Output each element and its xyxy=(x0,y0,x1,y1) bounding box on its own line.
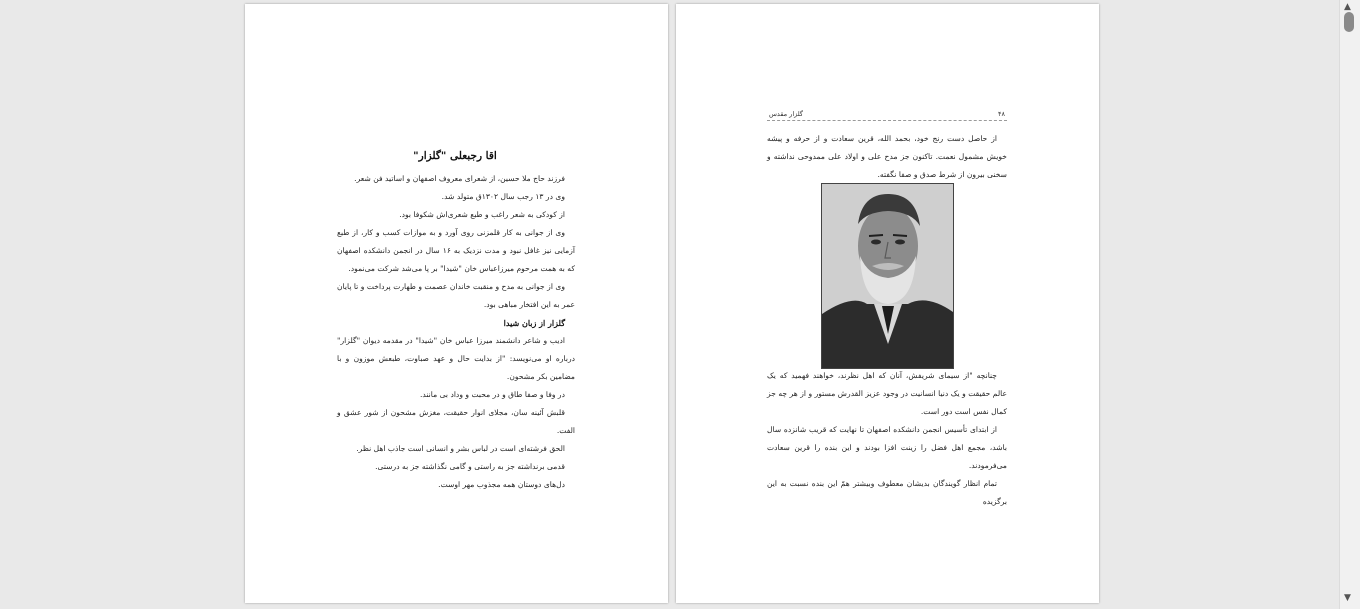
paragraph: چنانچه "از سیمای شریفش، آنان که اهل نظرند، خواهند فهمید که یک عالم حقیقت و یک دنیا انسانیت در وجود عزیز القدرش مستور و از هر چه جز کمال نفس است دور است. xyxy=(767,371,1007,416)
left-text-block xyxy=(337,170,575,494)
paragraph: تمام انظار گویندگان بدیشان معطوف وبیشتر هم‌ّ این بنده نسبت به این برگزیده xyxy=(767,479,1007,506)
paragraph: وی در ۱۳ رجب سال ۱۳۰۲ق متولد شد. xyxy=(441,192,565,201)
poet-title: اقا رجبعلی "گلزار" xyxy=(413,150,497,162)
subheading: گلزار از زبان شیدا xyxy=(503,318,565,328)
right-text-top xyxy=(767,130,1007,184)
paragraph: الحق فرشته‌ای است در لباس بشر و انسانی است جاذب اهل نظر. xyxy=(356,444,565,453)
scrollbar-thumb[interactable] xyxy=(1344,12,1354,32)
book-title: گلزار مقدس xyxy=(769,110,803,118)
page-number: ۴۸ xyxy=(998,110,1005,118)
paragraph: از حاصل دست رنج خود، بحمد الله، قرین سعادت و از حرفه و پیشه خویش مشمول نعمت. تاکنون جز مدح علی و اولاد علی ممدوحی نداشته و سخنی بیرون از شرط صدق و صفا نگفته. xyxy=(767,134,1007,179)
paragraph: قدمی برنداشته جز به راستی و گامی نگذاشته جز به درستی. xyxy=(375,462,565,471)
vertical-scrollbar[interactable] xyxy=(1339,0,1360,609)
scroll-down-arrow-icon[interactable]: ▼ xyxy=(1344,593,1351,603)
page-right xyxy=(676,4,1099,603)
paragraph: وی از جوانی به مدح و منقبت خاندان عصمت و طهارت پرداخت و تا پایان عمر به این افتخار مباهی بود. xyxy=(337,282,575,309)
right-text-bottom xyxy=(767,367,1007,511)
paragraph: فرزند حاج ملا حسین، از شعرای معروف اصفهان و اساتید فن شعر. xyxy=(354,174,565,183)
portrait-illustration xyxy=(822,184,953,368)
paragraph: از ابتدای تأسیس انجمن دانشکده اصفهان تا نهایت که قریب شانزده سال باشد، مجمع اهل فضل را زینت افزا بودند و این بنده را قرین سعادت می‌فرمودند. xyxy=(767,425,1007,470)
paragraph: از کودکی به شعر راغب و طبع شعری‌اش شکوفا بود. xyxy=(399,210,565,219)
paragraph: در وفا و صفا طاق و در محبت و وداد بی مانند. xyxy=(419,390,565,399)
paragraph: ادیب و شاعر دانشمند میرزا عباس خان "شیدا" در مقدمه دیوان "گلزار" درباره او می‌نویسد: "از بدایت حال و عهد صباوت، طبعش موزون و با مضامین بکر مشحون. xyxy=(337,336,575,381)
paragraph: دل‌های دوستان همه مجذوب مهر اوست. xyxy=(438,480,565,489)
paragraph: قلبش آئینه سان، مجلای انوار حقیقت، مغزش مشحون از شور عشق و الفت. xyxy=(337,408,575,435)
running-header xyxy=(767,109,1007,121)
scroll-up-arrow-icon[interactable]: ▲ xyxy=(1344,2,1351,12)
paragraph: وی از جوانی به کار قلمزنی روی آورد و به موازات کسب و کار، از طبع آزمایی نیز غافل نبود و مدت نزدیک به ۱۶ سال در انجمن دانشکده اصفهان که به همت مرحوم میرزاعباس خان "شیدا" بر پا می‌شد شرکت می‌نمود. xyxy=(337,228,575,273)
page-left xyxy=(245,4,668,603)
poet-portrait-photo xyxy=(821,183,954,369)
